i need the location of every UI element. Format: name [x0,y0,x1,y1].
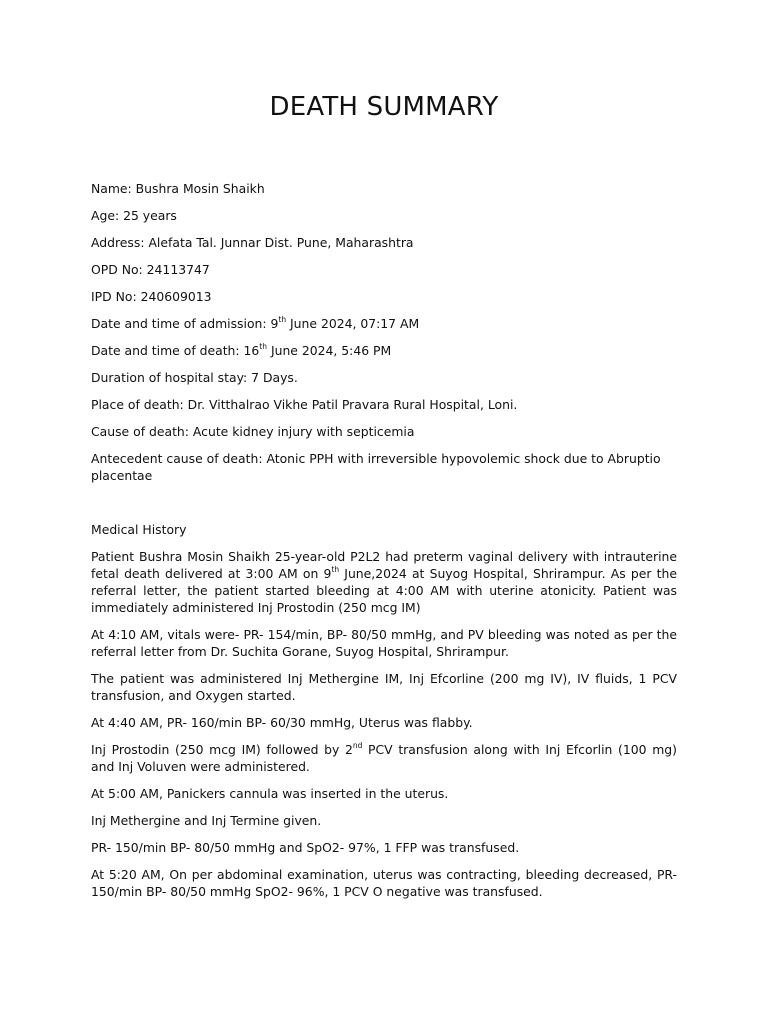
field-name: Name: Bushra Mosin Shaikh [91,181,265,196]
history-paragraph [91,548,677,616]
document-title: DEATH SUMMARY [269,92,499,122]
field-age: Age: 25 years [91,208,177,223]
admission-ordinal: th [278,314,287,324]
history-paragraph [91,741,677,775]
history-p1-ordinal: th [331,564,340,574]
medical-history-heading: Medical History [91,522,187,537]
field-antecedent-cause: Antecedent cause of death: Atonic PPH with irreversible hypovolemic shock due to Abruptio placentae [91,451,661,483]
field-address: Address: Alefata Tal. Junnar Dist. Pune, Maharashtra [91,235,414,250]
death-text: Date and time of death: 16 [91,343,260,358]
history-p1-text-rest: June,2024 at Suyog Hospital, Shrirampur. As per the referral letter, the patient started bleeding at 4:00 AM with uterine atonicity. Patient was immediately administered Inj Prostodin (250 mcg IM) [91,566,677,615]
history-paragraph: The patient was administered Inj Methergine IM, Inj Efcorline (200 mg IV), IV fluids, 1 PCV transfusion, and Oxygen started. [91,671,677,703]
death-ordinal: th [259,341,267,351]
field-duration: Duration of hospital stay: 7 Days. [91,370,298,385]
history-paragraph: Inj Methergine and Inj Termine given. [91,813,322,828]
admission-text-rest: June 2024, 07:17 AM [286,316,420,331]
document-body [91,180,677,910]
history-p5-text: Inj Prostodin (250 mcg IM) followed by 2 [91,742,353,757]
field-ipd-no: IPD No: 240609013 [91,289,212,304]
history-paragraph: At 5:00 AM, Panickers cannula was inserted in the uterus. [91,786,449,801]
field-cause-of-death: Cause of death: Acute kidney injury with septicemia [91,424,415,439]
history-p1-text: Patient Bushra Mosin Shaikh 25-year-old P2L2 had preterm vaginal delivery with intrauterine fetal death delivered at 3:00 AM on 9 [91,549,677,581]
field-opd-no: OPD No: 24113747 [91,262,210,277]
field-admission-datetime [91,315,677,332]
history-paragraph: At 4:40 AM, PR- 160/min BP- 60/30 mmHg, Uterus was flabby. [91,715,473,730]
history-paragraph: At 4:10 AM, vitals were- PR- 154/min, BP- 80/50 mmHg, and PV bleeding was noted as per the referral letter from Dr. Suchita Gorane, Suyog Hospital, Shrirampur. [91,627,677,659]
history-p5-ordinal: nd [352,740,363,750]
admission-text: Date and time of admission: 9 [91,316,279,331]
history-paragraph: At 5:20 AM, On per abdominal examination, uterus was contracting, bleeding decreased, PR-150/min BP- 80/50 mmHg SpO2- 96%, 1 PCV O negative was transfused. [91,867,677,899]
section-spacer [91,494,677,521]
field-death-datetime [91,342,677,359]
history-p5-text-rest: PCV transfusion along with Inj Efcorlin (100 mg) and Inj Voluven were administered. [91,742,677,774]
death-text-rest: June 2024, 5:46 PM [267,343,392,358]
history-paragraph: PR- 150/min BP- 80/50 mmHg and SpO2- 97%, 1 FFP was transfused. [91,840,520,855]
field-place-of-death: Place of death: Dr. Vitthalrao Vikhe Patil Pravara Rural Hospital, Loni. [91,397,518,412]
